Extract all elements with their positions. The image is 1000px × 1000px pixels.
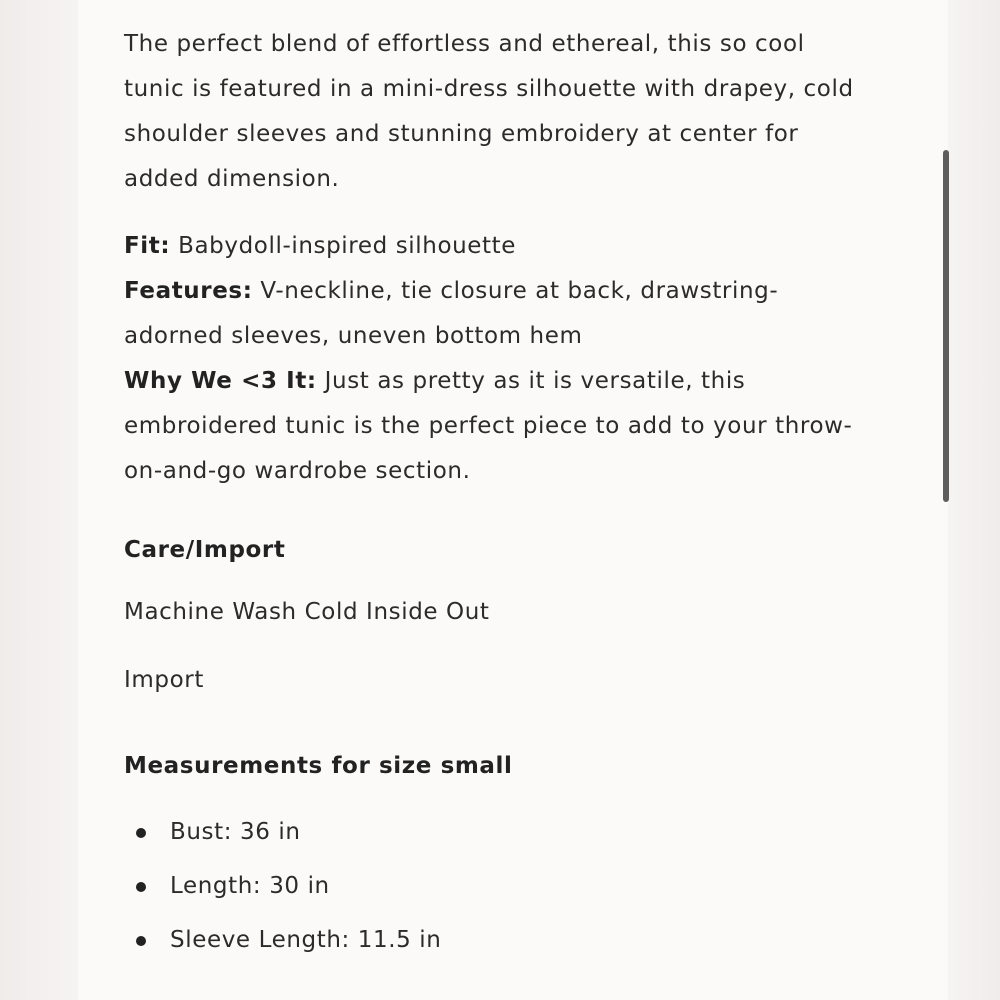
- import-note: Import: [124, 667, 204, 693]
- measurements-list: [124, 816, 924, 956]
- measurement-sleeve-length: Sleeve Length: 11.5 in: [170, 927, 442, 953]
- bullet-icon: [136, 828, 146, 838]
- care-import-heading: Care/Import: [124, 537, 286, 563]
- list-item: [124, 924, 924, 956]
- why-line: [124, 359, 924, 404]
- why-line-continued: on-and-go wardrobe section.: [124, 458, 471, 484]
- features-label: Features:: [124, 278, 253, 304]
- bullet-icon: [136, 882, 146, 892]
- left-edge: [0, 0, 78, 1000]
- description-paragraph: [124, 22, 924, 202]
- description-line: added dimension.: [124, 166, 340, 192]
- bullet-icon: [136, 936, 146, 946]
- description-line: shoulder sleeves and stunning embroidery at center for: [124, 121, 799, 147]
- list-item: [124, 870, 924, 902]
- care-instruction: Machine Wash Cold Inside Out: [124, 599, 490, 625]
- right-edge: [948, 0, 1000, 1000]
- product-attributes: [124, 224, 924, 494]
- list-item: [124, 816, 924, 848]
- fit-label: Fit:: [124, 233, 171, 259]
- description-line: tunic is featured in a mini-dress silhouette with drapey, cold: [124, 76, 854, 102]
- features-line-continued: adorned sleeves, uneven bottom hem: [124, 323, 583, 349]
- features-line: [124, 269, 924, 314]
- description-line: The perfect blend of effortless and ethereal, this so cool: [124, 31, 805, 57]
- why-value: Just as pretty as it is versatile, this: [316, 368, 746, 394]
- fit-line: [124, 224, 924, 269]
- why-line-continued: embroidered tunic is the perfect piece to add to your throw-: [124, 413, 853, 439]
- features-value: V-neckline, tie closure at back, drawstring-: [252, 278, 779, 304]
- measurement-length: Length: 30 in: [170, 873, 330, 899]
- measurements-heading: Measurements for size small: [124, 753, 513, 779]
- product-details: [124, 22, 924, 978]
- scrollbar-thumb[interactable]: [943, 150, 949, 502]
- why-label: Why We <3 It:: [124, 368, 317, 394]
- fit-value: Babydoll-inspired silhouette: [170, 233, 517, 259]
- measurement-bust: Bust: 36 in: [170, 819, 301, 845]
